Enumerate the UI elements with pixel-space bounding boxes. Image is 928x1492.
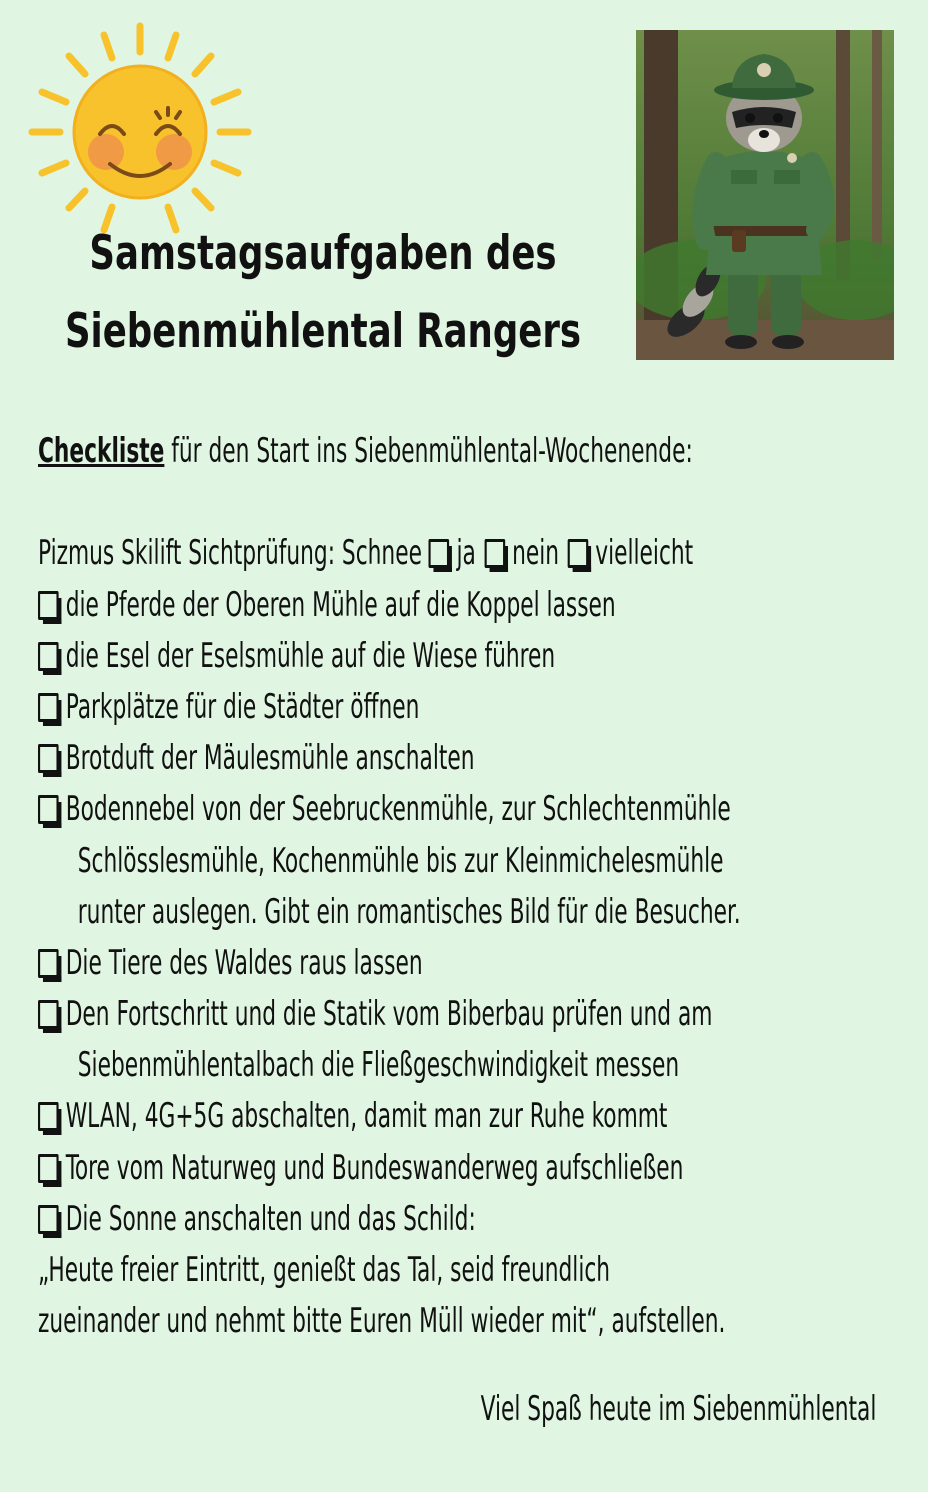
task-item-line	[38, 784, 890, 835]
task-checkbox[interactable]	[38, 1154, 59, 1183]
task-item-line	[38, 631, 890, 682]
task-item-line	[38, 887, 890, 938]
title-line-2: Siebenmühlental Rangers	[64, 304, 582, 359]
task-checkbox[interactable]	[38, 1205, 59, 1234]
task-text: Die Sonne anschalten und das Schild:	[65, 1198, 476, 1239]
task-text: Brotduft der Mäulesmühle anschalten	[65, 738, 475, 779]
task-item-line	[38, 836, 890, 887]
title-line-1: Samstagsaufgaben des	[89, 226, 557, 281]
task-text: Parkplätze für die Städter öffnen	[65, 686, 420, 727]
task-text: WLAN, 4G+5G abschalten, damit man zur Ruhe kommt	[65, 1096, 668, 1137]
task-text: die Esel der Eselsmühle auf die Wiese führen	[65, 635, 556, 676]
task-item-line	[38, 989, 890, 1040]
checklist-section	[38, 426, 890, 1347]
task-item-line	[38, 1091, 890, 1142]
task-checkbox[interactable]	[38, 795, 59, 824]
snow-maybe-label: vielleicht	[595, 533, 694, 574]
snow-yes-label: ja	[456, 533, 476, 574]
intro-text: für den Start ins Siebenmühlental-Wochenende:	[164, 431, 693, 471]
task-checkbox[interactable]	[38, 591, 59, 620]
snow-yes-checkbox[interactable]	[429, 539, 450, 568]
task-item-line	[38, 1040, 890, 1091]
task-text: Bodennebel von der Seebruckenmühle, zur Schlechtenmühle	[65, 789, 731, 830]
task-text: die Pferde der Oberen Mühle auf die Koppel lassen	[65, 584, 616, 625]
task-checkbox[interactable]	[38, 642, 59, 671]
closing-text: Viel Spaß heute im Siebenmühlental	[480, 1389, 876, 1429]
task-text: Die Tiere des Waldes raus lassen	[65, 942, 423, 983]
quote-line-1: „Heute freier Eintritt, genießt das Tal, seid freundlich	[38, 1250, 611, 1290]
task-checkbox[interactable]	[38, 744, 59, 773]
task-item-line	[38, 1194, 890, 1245]
task-text: Tore vom Naturweg und Bundeswanderweg aufschließen	[65, 1147, 684, 1188]
task-item-line	[38, 733, 890, 784]
checklist-link[interactable]: Checkliste	[38, 431, 165, 471]
task-checkbox[interactable]	[38, 1102, 59, 1131]
snow-check-line	[38, 528, 890, 579]
snow-no-checkbox[interactable]	[484, 539, 505, 568]
task-text: Den Fortschritt und die Statik vom Biberbau prüfen und am	[65, 994, 713, 1035]
snow-check-label: Pizmus Skilift Sichtprüfung: Schnee	[38, 533, 429, 574]
raccoon-ranger-photo	[636, 30, 894, 360]
task-checkbox[interactable]	[38, 1000, 59, 1029]
task-item-line	[38, 938, 890, 989]
task-text: Schlösslesmühle, Kochenmühle bis zur Kleinmichelesmühle	[77, 840, 724, 881]
task-item-line	[38, 1143, 890, 1194]
task-item-line	[38, 580, 890, 631]
task-checkbox[interactable]	[38, 693, 59, 722]
snow-no-label: nein	[512, 533, 560, 574]
task-text: runter auslegen. Gibt ein romantisches Bild für die Besucher.	[77, 891, 741, 932]
smiling-sun-icon	[22, 18, 262, 243]
spacer	[38, 477, 890, 528]
snow-maybe-checkbox[interactable]	[568, 539, 589, 568]
task-checkbox[interactable]	[38, 949, 59, 978]
task-item-line	[38, 682, 890, 733]
task-text: Siebenmühlentalbach die Fließgeschwindigkeit messen	[77, 1045, 680, 1086]
task-list	[38, 580, 890, 1245]
intro-line	[38, 426, 890, 477]
raccoon-ranger-illustration	[636, 30, 894, 360]
page-title	[52, 215, 595, 371]
quote-line-2: zueinander und nehmt bitte Euren Müll wieder mit“, aufstellen.	[38, 1301, 726, 1342]
